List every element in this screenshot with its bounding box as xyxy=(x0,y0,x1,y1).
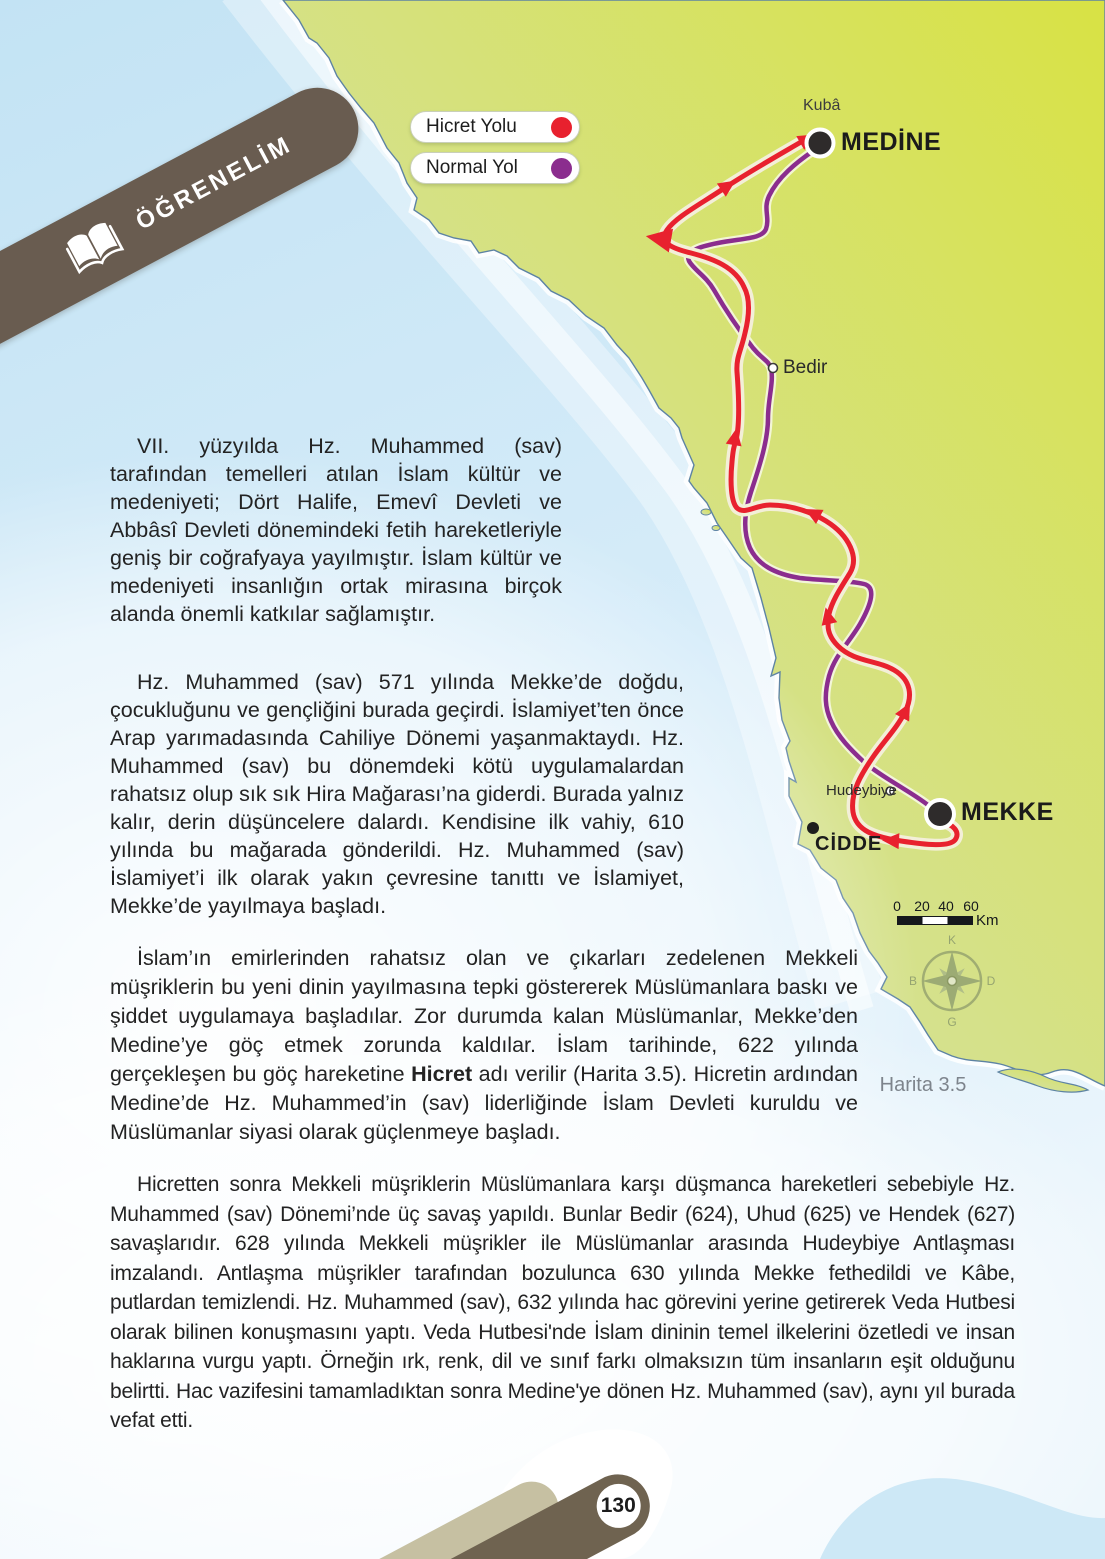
kuba-label: Kubâ xyxy=(803,97,841,114)
legend-label: Hicret Yolu xyxy=(426,116,517,137)
legend-label: Normal Yol xyxy=(426,157,518,178)
scale-bar-segments xyxy=(897,916,973,925)
compass-east-label: D xyxy=(986,974,996,988)
mekke-label: MEKKE xyxy=(961,798,1054,826)
cidde-label: CİDDE xyxy=(815,833,883,855)
paragraph-muhammad-life: Hz. Muhammed (sav) 571 yılında Mekke’de doğdu, çocukluğunu ve gençliğini burada geçirdi. İslamiyet’ten önce Arap yarımadasında Cahiliye Dönemi yaşanmaktaydı. Hz. Muhammed (sav) bu dönemdeki kötü uygulamalardan rahatsız olup sık sık Hira Mağarası’na giderdi. Burada yalnız kalır, derin düşüncelere dalardı. Kendisine ilk vahiy, 610 yılında bu mağarada gönderildi. Hz. Muhammed (sav) İslamiyet’i ilk olarak yakın çevresine tanıttı ve İslamiyet, Mekke’de yayılmaya başladı. xyxy=(110,670,684,918)
compass-north-label: K xyxy=(947,933,957,947)
paragraph-battles-farewell: Hicretten sonra Mekkeli müşriklerin Müslümanlara karşı düşmanca hareketleri sebebiyle Hz. Muhammed (sav) Dönemi’nde üç savaş yapıldı. Bunlar Bedir (624), Uhud (625) ve Hendek (627) savaşlarıdır. 628 yılında Mekkeli müşrikler ile Müslümanlar arasında Hudeybiye Antlaşması imzalandı. Antlaşma müşrikler tarafından bozulunca 630 yılında Mekke fethedildi ve Kâbe, putlardan temizlendi. Hz. Muhammed (sav), 632 yılında hac görevini yerine getirerek Veda Hutbesi olarak bilinen konuşmasını yaptı. Veda Hutbesi'nde İslam dininin temel ilkelerini özetledi ve insan haklarına vurgu yaptı. Örneğin ırk, renk, dil ve sınıf farkı olmaksızın tüm insanların eşit olduğunu belirtti. Hac vazifesini tamamladıktan sonra Medine'ye dönen Hz. Muhammed (sav), aynı yıl burada vefat etti. xyxy=(110,1173,1015,1432)
map-caption: Harita 3.5 xyxy=(879,1074,967,1096)
legend-item-hicret-yolu xyxy=(410,111,580,143)
compass-south-label: G xyxy=(947,1015,957,1029)
bedir-label: Bedir xyxy=(783,357,828,378)
medine-marker xyxy=(807,130,834,157)
islet xyxy=(712,526,720,531)
legend-item-normal-yol xyxy=(410,152,580,184)
scale-unit: Km xyxy=(976,912,999,929)
page-number-badge xyxy=(589,1476,649,1536)
bedir-marker xyxy=(769,364,778,373)
banner-title: ÖĞRENELİM xyxy=(131,130,297,236)
scale-tick: 60 xyxy=(963,898,979,914)
map-legend xyxy=(410,111,580,193)
normal-route-color-dot xyxy=(551,158,572,179)
hudeybiye-label: Hudeybiye xyxy=(826,782,897,799)
compass-west-label: B xyxy=(908,974,918,988)
mekke-marker xyxy=(926,800,954,828)
medine-label: MEDİNE xyxy=(841,128,942,156)
map-scale-bar xyxy=(880,898,1020,940)
open-book-icon xyxy=(60,215,128,280)
paragraph-islam-culture: VII. yüzyılda Hz. Muhammed (sav) tarafından temelleri atılan İslam kültür ve medeniyeti; Dört Halife, Emevî Devleti ve Abbâsî Devleti dönemindeki fetih hareketleriyle geniş bir coğrafyaya yayılmıştır. İslam kültür ve medeniyeti insanlığın ortak mirasına birçok alanda önemli katkılar sağlamıştır. xyxy=(110,434,562,626)
scale-tick: 0 xyxy=(893,898,901,914)
paragraph-hicret-text: İslam’ın emirlerinden rahatsız olan ve çıkarları zedelenen Mekkeli müşriklerin bu yeni dinin yayılmasına tepki göstererek Müslümanlara baskı ve şiddet uygulamaya başladılar. Zor durumda kalan Müslümanlar, Mekke’den Medine’ye göç etmek zorunda kaldılar. İslam tarihinde, 622 yılında gerçekleşen bu göç hareketine xyxy=(110,946,858,1086)
page-number: 130 xyxy=(601,1493,637,1517)
paragraph-hicret xyxy=(110,944,858,1147)
hicret-route-color-dot xyxy=(551,117,572,138)
scale-tick: 20 xyxy=(914,898,930,914)
paragraph-hicret-text: adı verilir (Harita 3.5). Hicretin ardından Medine’de Hz. Muhammed’in (sav) liderliğinde İslam Devleti kuruldu ve Müslümanlar siyasi olarak güçlenmeye başladı. xyxy=(110,1062,858,1144)
islet xyxy=(701,509,711,515)
hicret-bold-term: Hicret xyxy=(411,1062,473,1086)
scale-tick: 40 xyxy=(938,898,954,914)
